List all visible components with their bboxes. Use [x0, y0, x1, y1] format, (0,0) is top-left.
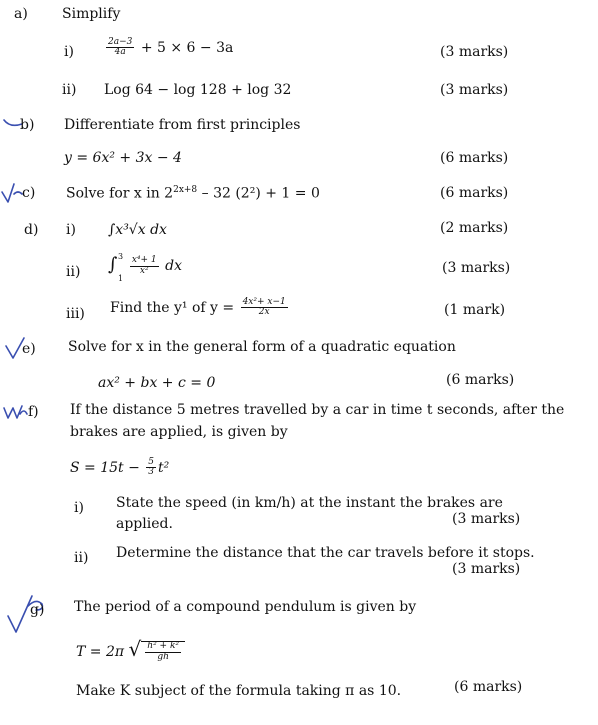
question-f-label: f) [28, 404, 39, 420]
formula-left: T = 2π [76, 644, 125, 660]
lower-limit: 1 [118, 274, 124, 283]
question-f-i-line1: State the speed (in km/h) at the instant the brakes are [116, 495, 503, 511]
fraction-numerator: 2a−3 [108, 37, 133, 47]
question-f-i-marks: (3 marks) [452, 511, 521, 527]
fraction [130, 256, 159, 276]
question-a-i-marks: (3 marks) [440, 44, 509, 60]
question-d-label: d) [24, 222, 39, 238]
question-e-instruction: Solve for x in the general form of a quadratic equation [68, 339, 456, 355]
sqrt-sign: √ [128, 637, 142, 661]
question-c-marks: (6 marks) [440, 185, 509, 201]
question-b-label: b) [20, 117, 35, 133]
question-f-ii-number: ii) [74, 550, 89, 566]
fraction-numerator: 5 [148, 457, 155, 467]
question-g-instruction: The period of a compound pendulum is given by [74, 599, 417, 615]
pen-scribble-f [2, 402, 30, 422]
fraction-numerator: h² + k² [147, 641, 180, 652]
question-d-i-marks: (2 marks) [440, 220, 509, 236]
question-f-i-line2: applied. [116, 516, 173, 532]
fraction-denominator: 3 [148, 467, 155, 478]
question-a-ii-expression: Log 64 − log 128 + log 32 [104, 82, 292, 98]
question-d-ii-number: ii) [66, 264, 81, 280]
fraction-numerator: x⁴+ 1 [131, 255, 157, 266]
fraction-denominator: x² [139, 265, 149, 276]
question-c-text: Solve for x in 2 [66, 185, 174, 202]
question-g-label: g) [30, 602, 45, 618]
sqrt-radicand [141, 641, 185, 662]
fraction-numerator: 4x²+ x−1 [242, 297, 286, 307]
question-a-ii-number: ii) [62, 82, 77, 98]
fraction [146, 458, 156, 478]
question-d-ii-marks: (3 marks) [442, 260, 511, 276]
question-f-line1: If the distance 5 metres travelled by a car in time t seconds, after the [70, 402, 565, 418]
fraction-denominator: 2x [258, 307, 270, 318]
fraction [241, 298, 288, 318]
question-c-label: c) [22, 185, 36, 201]
question-e-expression: ax² + bx + c = 0 [98, 375, 216, 391]
exponent: 2x+8 [173, 185, 198, 195]
fraction-denominator: gh [157, 651, 169, 662]
fraction-denominator: 4a [114, 47, 126, 58]
question-d-iii-number: iii) [66, 306, 85, 322]
question-a-i-expression [104, 38, 233, 58]
question-d-i-number: i) [66, 222, 76, 238]
question-d-i-expression: ∫x³√x dx [108, 222, 167, 238]
question-e-label: e) [22, 341, 36, 357]
integral-sign: ∫ [108, 254, 118, 275]
formula-left: S = 15t − [70, 459, 140, 476]
question-g-formula [76, 637, 185, 662]
question-c-expression [66, 185, 320, 202]
question-a-instruction: Simplify [62, 6, 121, 22]
question-f-ii-line1: Determine the distance that the car travels before it stops. [116, 545, 535, 561]
question-b-expression: y = 6x² + 3x − 4 [64, 150, 182, 166]
formula-right: t² [158, 459, 170, 476]
question-b-instruction: Differentiate from first principles [64, 117, 301, 133]
question-c-rest: – 32 (2²) + 1 = 0 [197, 185, 320, 202]
question-d-iii-expression [110, 298, 290, 318]
question-d-ii-expression [108, 252, 182, 283]
question-g-task: Make K subject of the formula taking π as 10. [76, 683, 402, 699]
question-f-ii-marks: (3 marks) [452, 561, 521, 577]
question-g-marks: (6 marks) [454, 679, 523, 695]
question-e-marks: (6 marks) [446, 372, 515, 388]
upper-limit: 3 [118, 252, 124, 261]
question-a-ii-marks: (3 marks) [440, 82, 509, 98]
fraction [145, 642, 181, 662]
fraction [106, 38, 134, 58]
question-f-i-number: i) [74, 500, 84, 516]
question-f-formula [70, 458, 169, 478]
question-d-iii-marks: (1 mark) [444, 302, 506, 318]
question-a-i-number: i) [64, 44, 74, 60]
expression-rest: + 5 × 6 − 3a [140, 39, 234, 56]
question-a-label: a) [14, 6, 28, 22]
question-f-line2: brakes are applied, is given by [70, 424, 288, 440]
question-d-iii-text: Find the y¹ of y = [110, 299, 235, 316]
dx: dx [165, 258, 182, 274]
question-b-marks: (6 marks) [440, 150, 509, 166]
